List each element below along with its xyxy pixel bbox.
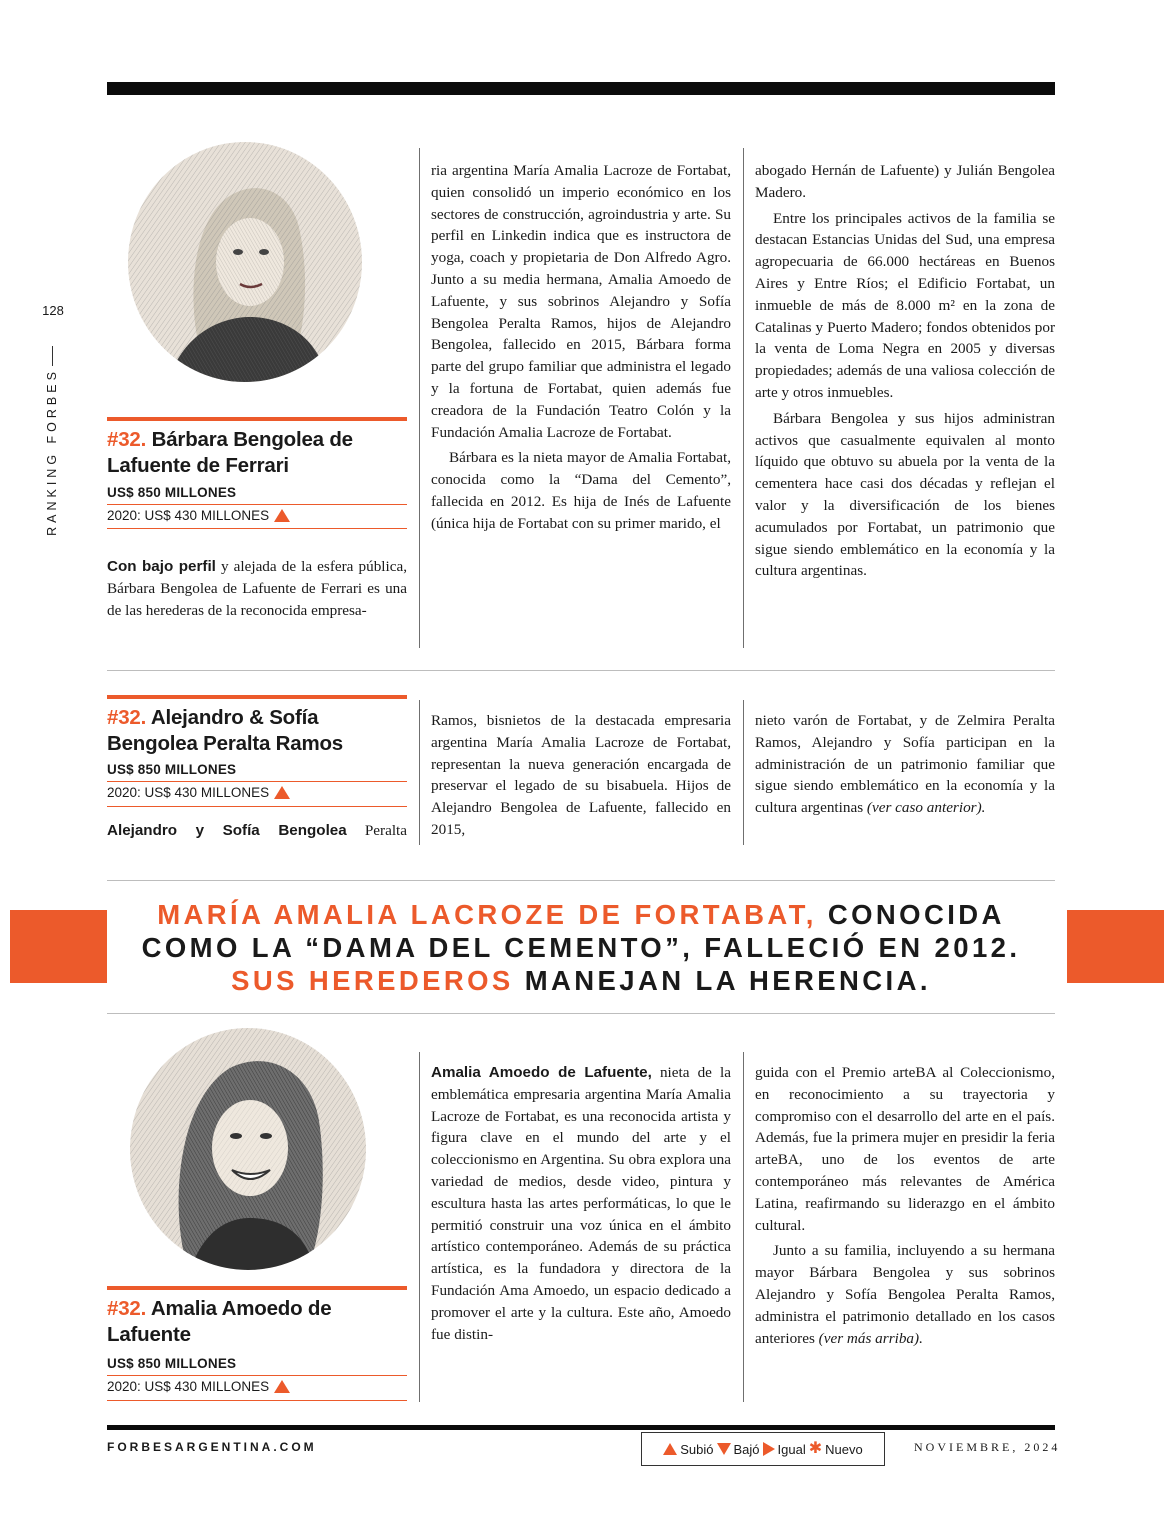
entry1-col2 (431, 160, 731, 535)
column-divider (743, 148, 744, 648)
portrait-amalia (130, 1028, 366, 1270)
entry1-col3 (755, 160, 1055, 582)
column-divider (419, 148, 420, 648)
footer-site: FORBESARGENTINA.COM (107, 1440, 317, 1454)
down-triangle-icon (717, 1443, 731, 1455)
entry2-thin-rule-b (107, 806, 407, 807)
entry2-net-worth: US$ 850 MILLONES (107, 762, 237, 777)
entry3-orange-bar (107, 1286, 407, 1290)
quote-rule-top (107, 880, 1055, 881)
right-triangle-icon (763, 1442, 775, 1456)
entry1-col3-p2: Entre los principales activos de la familia se destacan Estancias Unidas del Sud, una empresa agropecuaria de 66.000 hectáreas en Buenos Aires y Entre Ríos; el Edificio Fortabat, un inmueble de más de 8.000 m² en la zona de Catalinas y Puerto Madero; fondos obtenidos por la venta de Loma Negra en 2005 y diversas propiedades; además de una valiosa colección de arte y otros inmuebles. (755, 209, 1055, 401)
entry2-title (107, 705, 407, 757)
legend-new: Nuevo (825, 1441, 863, 1457)
entry3-title (107, 1296, 407, 1348)
entry1-title (107, 427, 407, 479)
entry1-col3-p3: Bárbara Bengolea y sus hijos administran activos que casualmente equivalen al monto líquido que obtuvo su abuela por la venta de la cementera hace casi dos décadas y reflejan el valor y la diversificación de los bienes acumulados por Fortabat, un patrimonio que sigue siendo emblemático en la economía y la cultura argentinas. (755, 409, 1055, 580)
entry1-col2-p1: ria argentina María Amalia Lacroze de Fortabat, quien consolidó un imperio económico en los sectores de construcción, agroindustria y arte. Su perfil en Linkedin indica que es instructora de yoga, coach y propietaria de Don Alfredo Agro. Junto a su media hermana, Amalia Amoedo de Lafuente, y sus sobrinos Alejandro y Sofía Bengolea Peralta Ramos, hijos de Alejandro Bengolea, fallecido en 2015, Bárbara forma parte del grupo familiar que administra el legado y la fortuna de Fortabat, quien además fue creadora de la Fundación Teatro Colón y la Fundación Amalia Lacroze de Fortabat. (431, 162, 731, 441)
entry3-rank: #32. (107, 1297, 147, 1320)
legend-equal: Igual (777, 1441, 806, 1457)
entry1-rank: #32. (107, 428, 147, 451)
legend-down: Bajó (733, 1441, 760, 1457)
column-divider (419, 1052, 420, 1402)
entry3-lead: Amalia Amoedo de Lafuente, (431, 1064, 652, 1081)
entry1-prev-text: 2020: US$ 430 MILLONES (107, 508, 270, 523)
entry2-name: Alejandro & Sofía Bengolea Peralta Ramos (107, 706, 343, 755)
entry2-col1 (107, 820, 407, 842)
entry3-col3 (755, 1062, 1055, 1349)
star-icon: ✱ (808, 1440, 823, 1457)
quote-orange-block-left (10, 910, 107, 983)
pull-quote (107, 898, 1055, 997)
entry3-col3-p1: guida con el Premio arteBA al Coleccionismo, en reconocimiento a su trayectoria y compromiso con el desarrollo del arte en el país. Además, fue la primera mujer en presidir la feria arteBA, uno de los eventos de arte contemporáneo más relevantes de América Latina, reafirmando su liderazgo en el ámbito cultural. (755, 1064, 1055, 1234)
entry1-lead: Con bajo perfil (107, 558, 216, 575)
entry1-col3-p1: abogado Hernán de Lafuente) y Julián Bengolea Madero. (755, 162, 1055, 201)
section-rule (107, 670, 1055, 671)
entry1-thin-rule-b (107, 528, 407, 529)
entry1-col1-text: y alejada de la esfera pública, Bárbara Bengolea de Lafuente de Ferrari es una de las herederas de la reconocida empresa- (107, 558, 408, 619)
entry3-prev-text: 2020: US$ 430 MILLONES (107, 1379, 270, 1394)
quote-part1: MARÍA AMALIA LACROZE DE FORTABAT, (157, 899, 817, 930)
entry3-col2-text: nieta de la emblemática empresaria argentina María Amalia Lacroze de Fortabat, es una reconocida artista y figura clave en el mundo del arte y el coleccionismo en Argentina. Su obra explora una variedad de medios, desde video, pintura y escultura hasta las artes performáticas, lo que le permitió construir una voz única en el ámbito artístico contemporáneo. Además de su práctica artística, es la fundadora y directora de la Fundación Ama Amoedo, un espacio dedicado a promover el arte y la cultura. Este año, Amoedo fue distin- (431, 1064, 731, 1343)
up-triangle-icon (274, 786, 290, 799)
entry1-prev (107, 508, 290, 523)
entry1-orange-bar (107, 417, 407, 421)
side-divider (52, 346, 53, 366)
column-divider (743, 1052, 744, 1402)
entry3-col3-p2: Junto a su familia, incluyendo a su hermana mayor Bárbara Bengolea y sus sobrinos Alejandro y Sofía Bengolea Peralta Ramos, administra el patrimonio detallado en los casos anteriores (755, 1242, 1055, 1347)
legend-up: Subió (680, 1441, 714, 1457)
top-bar (107, 82, 1055, 95)
up-triangle-icon (274, 1380, 290, 1393)
quote-part2: CONOCIDA COMO LA “DAMA DEL CEMENTO”, FALLECIÓ EN 2012. (141, 899, 1021, 963)
entry1-name: Bárbara Bengolea de Lafuente de Ferrari (107, 428, 353, 477)
entry2-rank: #32. (107, 706, 147, 729)
entry2-col3-p1: nieto varón de Fortabat, y de Zelmira Peralta Ramos, Alejandro y Sofía participan en la administración de un patrimonio familiar que sigue siendo emblemático en la economía y la cultura argentinas (755, 712, 1055, 817)
entry2-prev (107, 785, 290, 800)
up-triangle-icon (274, 509, 290, 522)
entry1-col2-p2: Bárbara es la nieta mayor de Amalia Fortabat, conocida como la “Dama del Cemento”, fallecida en 2012. Es hija de Inés de Lafuente (única hija de Fortabat con su primer marido, el (431, 449, 731, 532)
entry3-thin-rule-a (107, 1375, 407, 1376)
entry3-col3-italic: (ver más arriba). (818, 1329, 923, 1347)
entry3-name: Amalia Amoedo de Lafuente (107, 1297, 332, 1346)
entry1-thin-rule-a (107, 504, 407, 505)
portrait-barbara (128, 142, 362, 382)
entry2-orange-bar (107, 695, 407, 699)
bottom-bar (107, 1425, 1055, 1430)
entry2-col2-p1: Ramos, bisnietos de la destacada empresaria argentina María Amalia Lacroze de Fortabat, representan la nueva generación encargada de preservar el legado de su bisabuela. Hijos de Alejandro Bengolea de Lafuente, fallecido en 2015, (431, 712, 731, 838)
quote-part3: SUS HEREDEROS (231, 965, 514, 996)
legend-box (641, 1432, 885, 1466)
entry2-lead: Alejandro y Sofía Bengolea (107, 822, 347, 839)
portrait-engraving-icon (128, 142, 362, 382)
section-label: RANKING FORBES (45, 368, 59, 536)
column-divider (419, 700, 420, 845)
entry1-net-worth: US$ 850 MILLONES (107, 485, 237, 500)
entry2-col1-text: Peralta (346, 822, 407, 839)
entry3-net-worth: US$ 850 MILLONES (107, 1356, 237, 1371)
page-number: 128 (42, 303, 64, 318)
entry3-prev (107, 1379, 290, 1394)
entry2-thin-rule-a (107, 781, 407, 782)
footer-date: NOVIEMBRE, 2024 (914, 1440, 1061, 1454)
entry3-thin-rule-b (107, 1400, 407, 1401)
column-divider (743, 700, 744, 845)
entry1-col1 (107, 556, 407, 621)
entry2-prev-text: 2020: US$ 430 MILLONES (107, 785, 270, 800)
entry3-col2 (431, 1062, 731, 1345)
entry2-col3-italic: (ver caso anterior). (866, 799, 986, 817)
quote-orange-block-right (1067, 910, 1164, 983)
up-triangle-icon (663, 1443, 677, 1455)
quote-rule-bottom (107, 1013, 1055, 1014)
entry2-col2 (431, 710, 731, 841)
entry2-col3 (755, 710, 1055, 819)
quote-part4: MANEJAN LA HERENCIA. (513, 965, 931, 996)
portrait-engraving-icon (130, 1028, 366, 1270)
